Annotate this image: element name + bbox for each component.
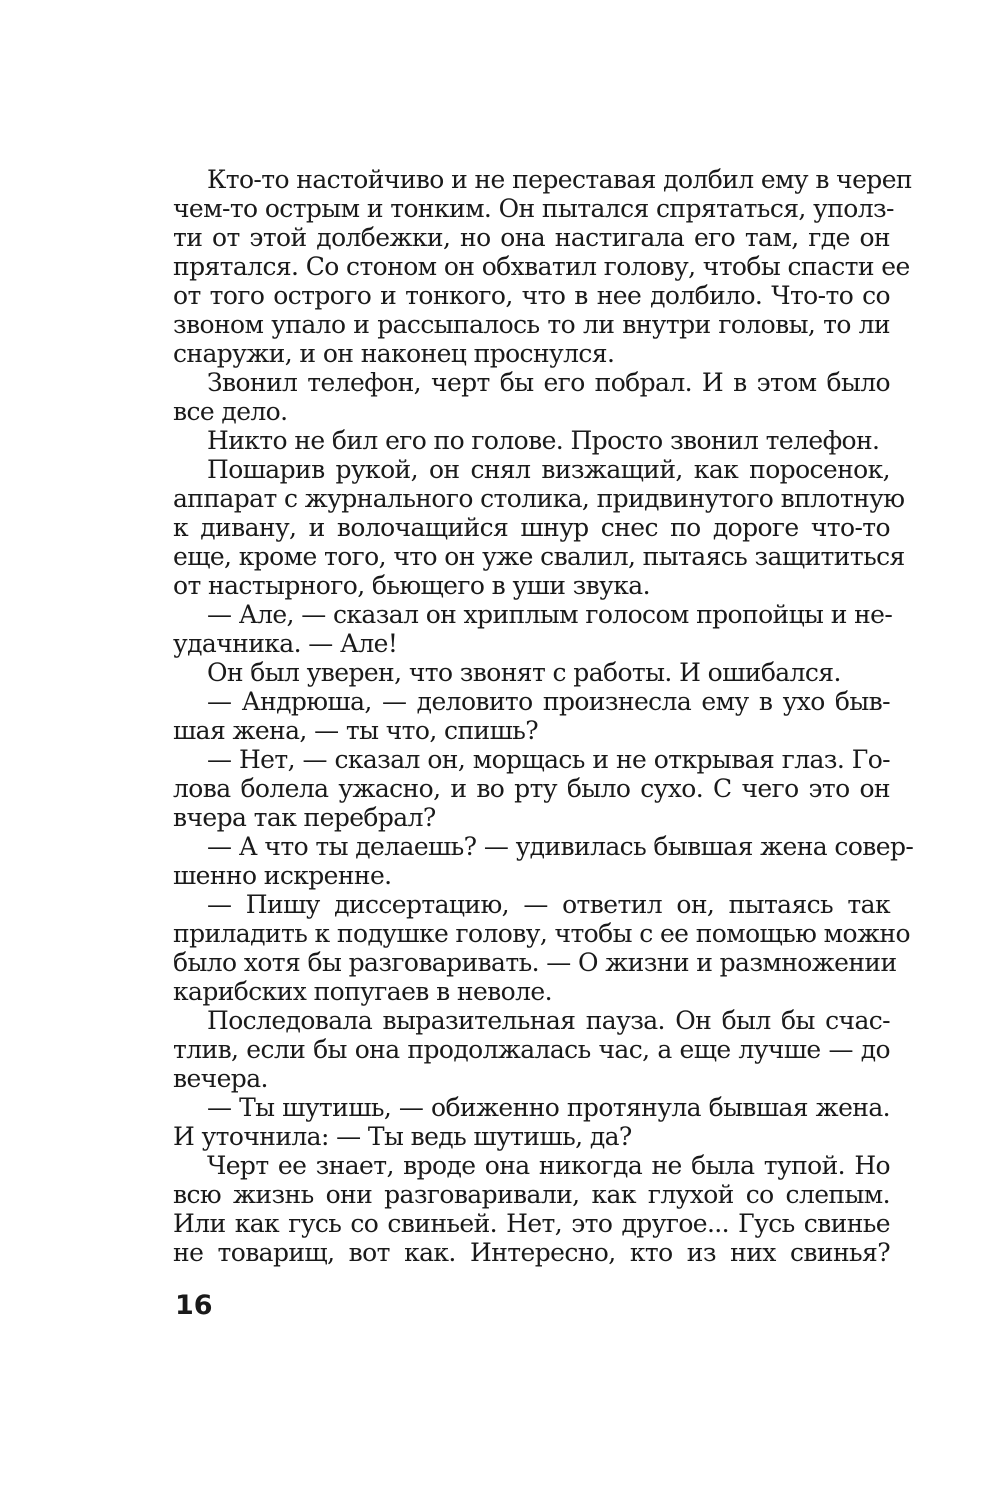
text-line: удачника. — Але!	[173, 629, 398, 658]
text-line: всю жизнь они разговаривали, как глухой со слепым.	[173, 1180, 890, 1209]
text-line: к дивану, и волочащийся шнур снес по дороге что-то	[173, 513, 890, 542]
text-line: карибских попугаев в неволе.	[173, 977, 552, 1006]
text-line: снаружи, и он наконец проснулся.	[173, 339, 615, 368]
text-line: вчера так перебрал?	[173, 803, 436, 832]
body-text	[173, 165, 914, 1267]
text-line: от того острого и тонкого, что в нее долбило. Что-то со	[173, 281, 890, 310]
text-line: И уточнила: — Ты ведь шутишь, да?	[173, 1122, 632, 1151]
text-line: — А что ты делаешь? — удивилась бывшая жена совер-	[207, 832, 914, 861]
text-line: Он был уверен, что звонят с работы. И ошибался.	[207, 658, 841, 687]
text-line: — Але, — сказал он хриплым голосом пропойцы и не-	[207, 600, 893, 629]
text-line: Или как гусь со свиньей. Нет, это другое... Гусь свинье	[173, 1209, 890, 1238]
text-line: не товарищ, вот как. Интересно, кто из них свинья?	[173, 1238, 890, 1267]
text-line: звоном упало и рассыпалось то ли внутри головы, то ли	[173, 310, 890, 339]
text-line: Черт ее знает, вроде она никогда не была тупой. Но	[207, 1151, 890, 1180]
text-line: аппарат с журнального столика, придвинутого вплотную	[173, 484, 905, 513]
text-line: лова болела ужасно, и во рту было сухо. С чего это он	[173, 774, 890, 803]
text-line: Последовала выразительная пауза. Он был бы счас-	[207, 1006, 890, 1035]
text-line: ти от этой долбежки, но она настигала его там, где он	[173, 223, 890, 252]
text-line: вечера.	[173, 1064, 268, 1093]
text-line: шая жена, — ты что, спишь?	[173, 716, 539, 745]
text-line: было хотя бы разговаривать. — О жизни и размножении	[173, 948, 897, 977]
text-line: тлив, если бы она продолжалась час, а еще лучше — до	[173, 1035, 890, 1064]
text-line: прятался. Со стоном он обхватил голову, чтобы спасти ее	[173, 252, 910, 281]
text-line: приладить к подушке голову, чтобы с ее помощью можно	[173, 919, 910, 948]
text-line: шенно искренне.	[173, 861, 392, 890]
text-line: Никто не бил его по голове. Просто звонил телефон.	[207, 426, 880, 455]
text-line: еще, кроме того, что он уже свалил, пытаясь защититься	[173, 542, 905, 571]
text-line: — Ты шутишь, — обиженно протянула бывшая жена.	[207, 1093, 890, 1122]
text-line: Кто-то настойчиво и не переставая долбил ему в череп	[207, 165, 912, 194]
text-line: Пошарив рукой, он снял визжащий, как поросенок,	[207, 455, 890, 484]
text-line: Звонил телефон, черт бы его побрал. И в этом было	[207, 368, 890, 397]
text-line: все дело.	[173, 397, 288, 426]
text-line: — Андрюша, — деловито произнесла ему в ухо быв-	[207, 687, 890, 716]
text-line: — Нет, — сказал он, морщась и не открывая глаз. Го-	[207, 745, 890, 774]
text-line: чем-то острым и тонким. Он пытался спрятаться, уполз-	[173, 194, 894, 223]
text-line: — Пишу диссертацию, — ответил он, пытаясь так	[207, 890, 890, 919]
text-line: от настырного, бьющего в уши звука.	[173, 571, 650, 600]
page-number: 16	[175, 1290, 213, 1321]
